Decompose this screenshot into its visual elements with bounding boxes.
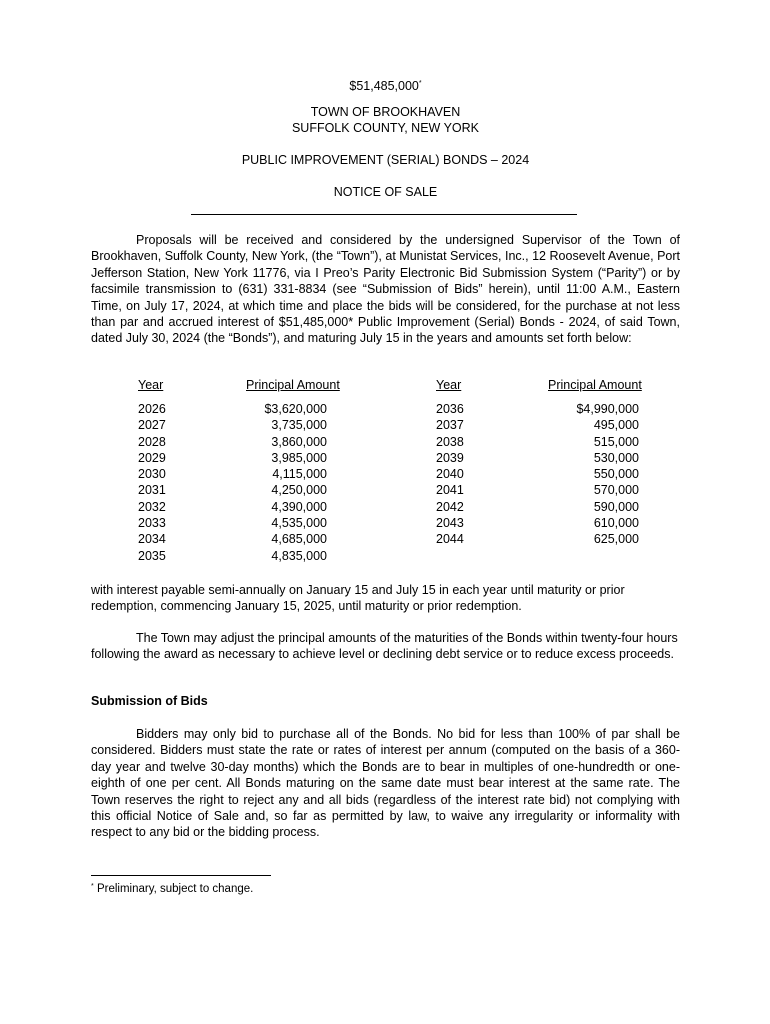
principal-amount-header: Principal Amount xyxy=(548,378,642,392)
principal-amount-header: Principal Amount xyxy=(246,378,340,392)
footnote-mark: * xyxy=(91,883,94,890)
year-cell: 2037 xyxy=(436,418,464,433)
amount-cell: $4,990,000 xyxy=(576,402,639,416)
amount-cell: 3,735,000 xyxy=(271,418,327,433)
amount-cell: 495,000 xyxy=(593,418,639,433)
year-cell: 2035 xyxy=(138,548,166,563)
title-divider xyxy=(191,214,577,215)
amount-cell: 550,000 xyxy=(593,467,639,482)
year-cell: 2036 xyxy=(436,402,464,416)
year-cell: 2026 xyxy=(138,402,166,416)
amount-cell: 4,390,000 xyxy=(271,499,327,514)
notice-title: NOTICE OF SALE xyxy=(333,185,438,199)
year-cell: 2027 xyxy=(138,418,166,433)
maturity-year-column-left xyxy=(138,377,198,564)
footnote-text: Preliminary, subject to change. xyxy=(96,883,254,895)
amount-cell: 4,535,000 xyxy=(271,516,327,531)
year-cell: 2029 xyxy=(138,450,166,465)
year-header: Year xyxy=(436,378,462,392)
intro-paragraph: Proposals will be received and considered by the undersigned Supervisor of the Town of Brookhaven, Suffolk County, New York, (the “Town”), at Munistat Services, Inc., 12 Roosevelt Avenue, Port Jefferson Station, New York 11776, via I Preo’s Parity Electronic Bid Submission System (“Parity”) or by facsimile transmission to (631) 331-8834 (see “Submission of Bids” herein), until 11:00 A.M., Eastern Time, on July 17, 2024, at which time and place the bids will be considered, for the purchase at not less than par and accrued interest of $51,485,000* Public Improvement (Serial) Bonds - 2024, of said Town, dated July 30, 2024 (the “Bonds”), and maturing July 15 in the years and amounts set forth below: xyxy=(91,233,680,346)
amount-cell: 4,250,000 xyxy=(271,483,327,498)
amount-cell: 590,000 xyxy=(593,499,639,514)
amount-cell: 4,115,000 xyxy=(272,467,327,482)
amount-cell: 3,860,000 xyxy=(271,434,327,449)
year-cell: 2038 xyxy=(436,434,464,449)
submission-heading: Submission of Bids xyxy=(91,694,208,708)
interest-paragraph: with interest payable semi-annually on January 15 and July 15 in each year until maturity or prior redemption, commencing January 15, 2025, until maturity or prior redemption. xyxy=(91,583,625,614)
year-cell: 2041 xyxy=(436,483,464,498)
amount-cell: 610,000 xyxy=(593,516,639,531)
bond-amount: $51,485,000 xyxy=(349,79,419,93)
amount-cell: 515,000 xyxy=(593,434,639,449)
amount-cell: 530,000 xyxy=(593,450,639,465)
year-cell: 2040 xyxy=(436,467,464,482)
year-cell: 2032 xyxy=(138,499,166,514)
principal-amount-column-right xyxy=(548,377,678,548)
year-cell: 2044 xyxy=(436,532,464,547)
year-cell: 2028 xyxy=(138,434,166,449)
year-cells xyxy=(138,401,198,564)
town-name: TOWN OF BROOKHAVEN xyxy=(310,105,461,119)
footnote-divider xyxy=(91,875,271,876)
amount-cell: $3,620,000 xyxy=(264,402,327,416)
amount-cell: 4,835,000 xyxy=(271,548,327,563)
year-cell: 2034 xyxy=(138,532,166,547)
issuer-block xyxy=(91,104,680,136)
bond-amount-title xyxy=(91,79,680,94)
year-header: Year xyxy=(138,378,164,392)
year-cell: 2030 xyxy=(138,467,166,482)
amount-cell: 4,685,000 xyxy=(271,532,327,547)
amount-cell: 3,985,000 xyxy=(271,450,327,465)
year-cell: 2039 xyxy=(436,450,464,465)
adjustment-paragraph: The Town may adjust the principal amounts of the maturities of the Bonds within twenty-four hours following the award as necessary to achieve level or declining debt service or to reduce excess proceeds. xyxy=(91,631,678,662)
county-name: SUFFOLK COUNTY, NEW YORK xyxy=(291,121,480,135)
submission-paragraph: Bidders may only bid to purchase all of the Bonds. No bid for less than 100% of par shall be considered. Bidders must state the rate or rates of interest per annum (computed on the basis of a 360-day year and twelve 30-day months) which the Bonds are to bear in multiples of one-hundredth or one-eighth of one per cent. All Bonds maturing on the same date must bear interest at the same rate. The Town reserves the right to reject any and all bids (regardless of the interest rate bid) not complying with this official Notice of Sale and, so far as permitted by law, to waive any irregularity or informality with respect to any bid or the bidding process. xyxy=(91,727,680,840)
year-cell: 2042 xyxy=(436,499,464,514)
year-cell: 2033 xyxy=(138,516,166,531)
year-cell: 2031 xyxy=(138,483,166,498)
principal-amount-column-left xyxy=(246,377,356,564)
year-cell: 2043 xyxy=(436,516,464,531)
footnote-mark: * xyxy=(418,80,422,87)
maturity-year-column-right xyxy=(436,377,496,548)
footnote xyxy=(91,882,253,896)
amount-cell: 625,000 xyxy=(593,532,639,547)
amount-cell: 570,000 xyxy=(593,483,639,498)
bonds-title: PUBLIC IMPROVEMENT (SERIAL) BONDS – 2024 xyxy=(241,153,530,167)
